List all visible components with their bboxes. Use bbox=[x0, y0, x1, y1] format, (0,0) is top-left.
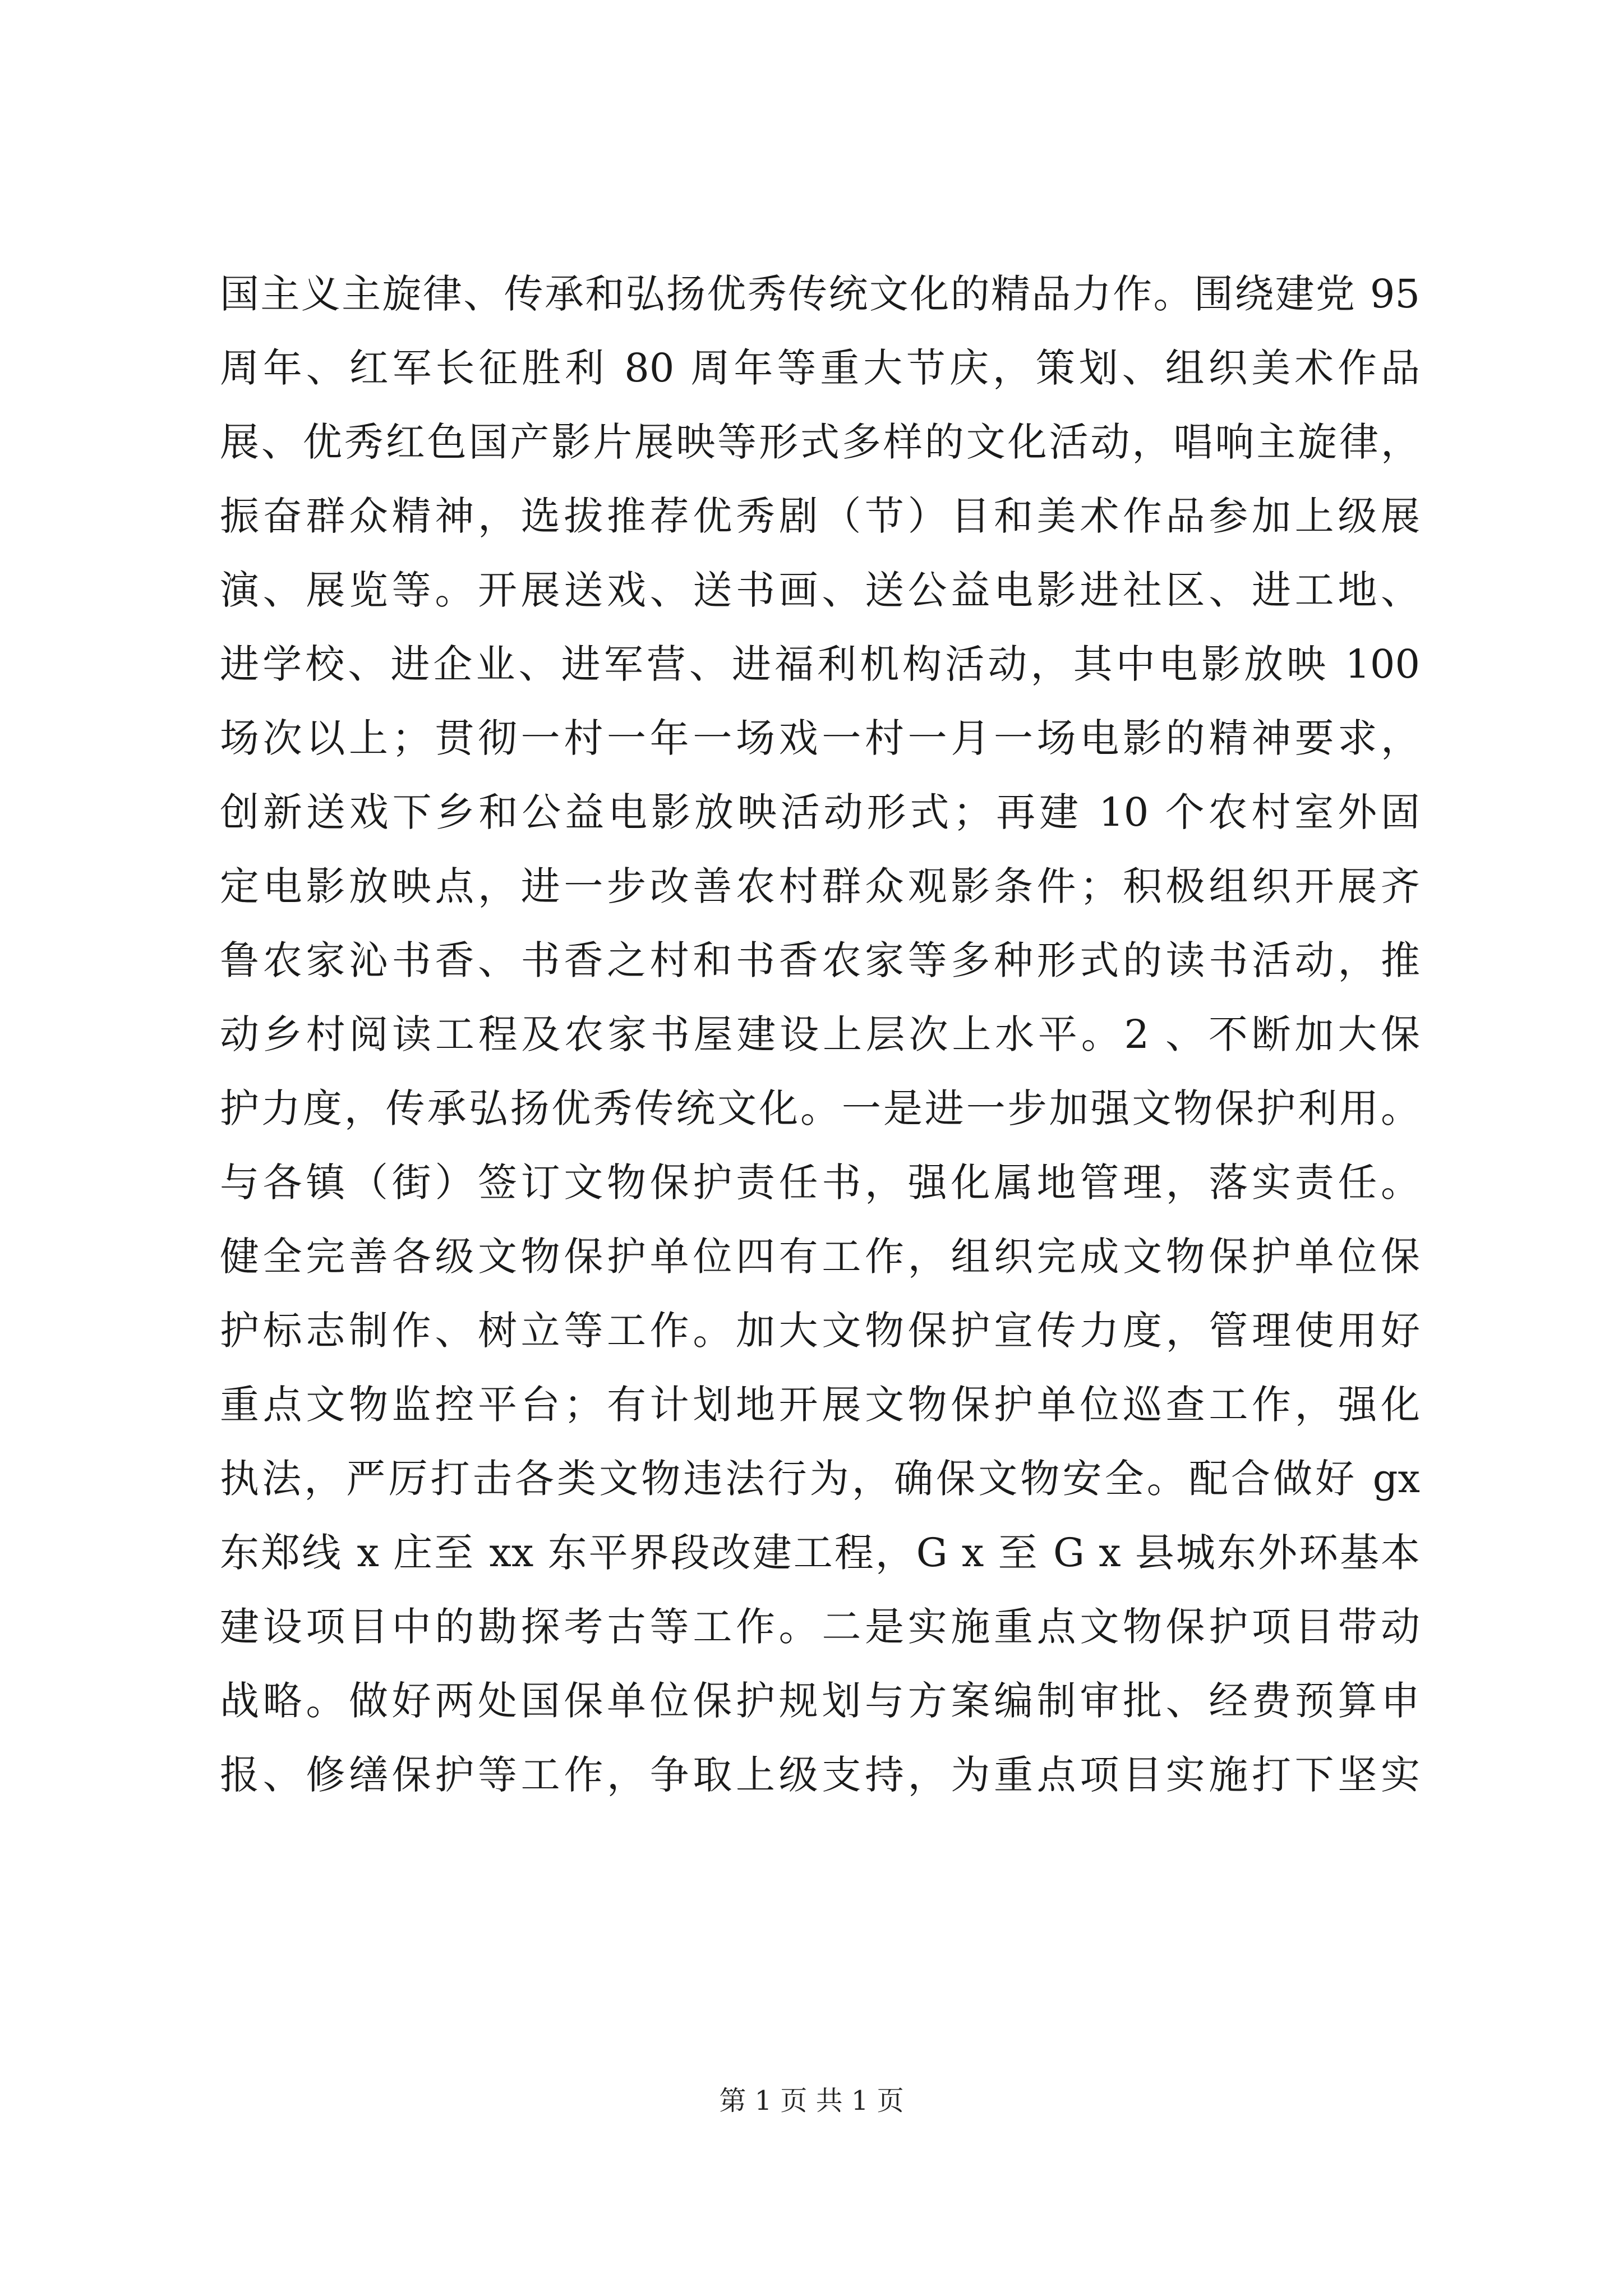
text-line-4: 振奋群众精神，选拔推荐优秀剧（节）目和美术作品参加上级展 bbox=[220, 493, 1420, 539]
page-number-footer: 第 1 页 共 1 页 bbox=[719, 2085, 904, 2116]
text-line-15: 护标志制作、树立等工作。加大文物保护宣传力度，管理使用好 bbox=[220, 1308, 1420, 1354]
text-line-5: 演、展览等。开展送戏、送书画、送公益电影进社区、进工地、 bbox=[220, 567, 1420, 613]
text-line-7: 场次以上；贯彻一村一年一场戏一村一月一场电影的精神要求， bbox=[220, 715, 1420, 761]
text-line-1: 国主义主旋律、传承和弘扬优秀传统文化的精品力作。围绕建党 95 bbox=[220, 271, 1420, 317]
text-line-11: 动乡村阅读工程及农家书屋建设上层次上水平。2 、不断加大保 bbox=[220, 1011, 1420, 1057]
text-line-12: 护力度，传承弘扬优秀传统文化。一是进一步加强文物保护利用。 bbox=[220, 1085, 1420, 1131]
text-line-3: 展、优秀红色国产影片展映等形式多样的文化活动，唱响主旋律， bbox=[220, 419, 1420, 465]
text-line-10: 鲁农家沁书香、书香之村和书香农家等多种形式的读书活动，推 bbox=[220, 937, 1420, 983]
text-line-20: 战略。做好两处国保单位保护规划与方案编制审批、经费预算申 bbox=[220, 1678, 1420, 1724]
text-line-9: 定电影放映点，进一步改善农村群众观影条件；积极组织开展齐 bbox=[220, 863, 1420, 909]
text-line-21: 报、修缮保护等工作，争取上级支持，为重点项目实施打下坚实 bbox=[220, 1752, 1420, 1798]
text-line-6: 进学校、进企业、进军营、进福利机构活动，其中电影放映 100 bbox=[220, 641, 1420, 687]
text-line-18: 东郑线 x 庄至 xx 东平界段改建工程，G x 至 G x 县城东外环基本 bbox=[220, 1530, 1420, 1576]
text-line-2: 周年、红军长征胜利 80 周年等重大节庆，策划、组织美术作品 bbox=[220, 345, 1420, 391]
text-line-17: 执法，严厉打击各类文物违法行为，确保文物安全。配合做好 gx bbox=[220, 1456, 1420, 1502]
body-text bbox=[220, 257, 1420, 1812]
text-line-13: 与各镇（街）签订文物保护责任书，强化属地管理，落实责任。 bbox=[220, 1159, 1420, 1205]
text-line-16: 重点文物监控平台；有计划地开展文物保护单位巡查工作，强化 bbox=[220, 1382, 1420, 1428]
text-line-14: 健全完善各级文物保护单位四有工作，组织完成文物保护单位保 bbox=[220, 1234, 1420, 1280]
text-line-8: 创新送戏下乡和公益电影放映活动形式；再建 10 个农村室外固 bbox=[220, 789, 1420, 835]
text-line-19: 建设项目中的勘探考古等工作。二是实施重点文物保护项目带动 bbox=[220, 1604, 1420, 1650]
